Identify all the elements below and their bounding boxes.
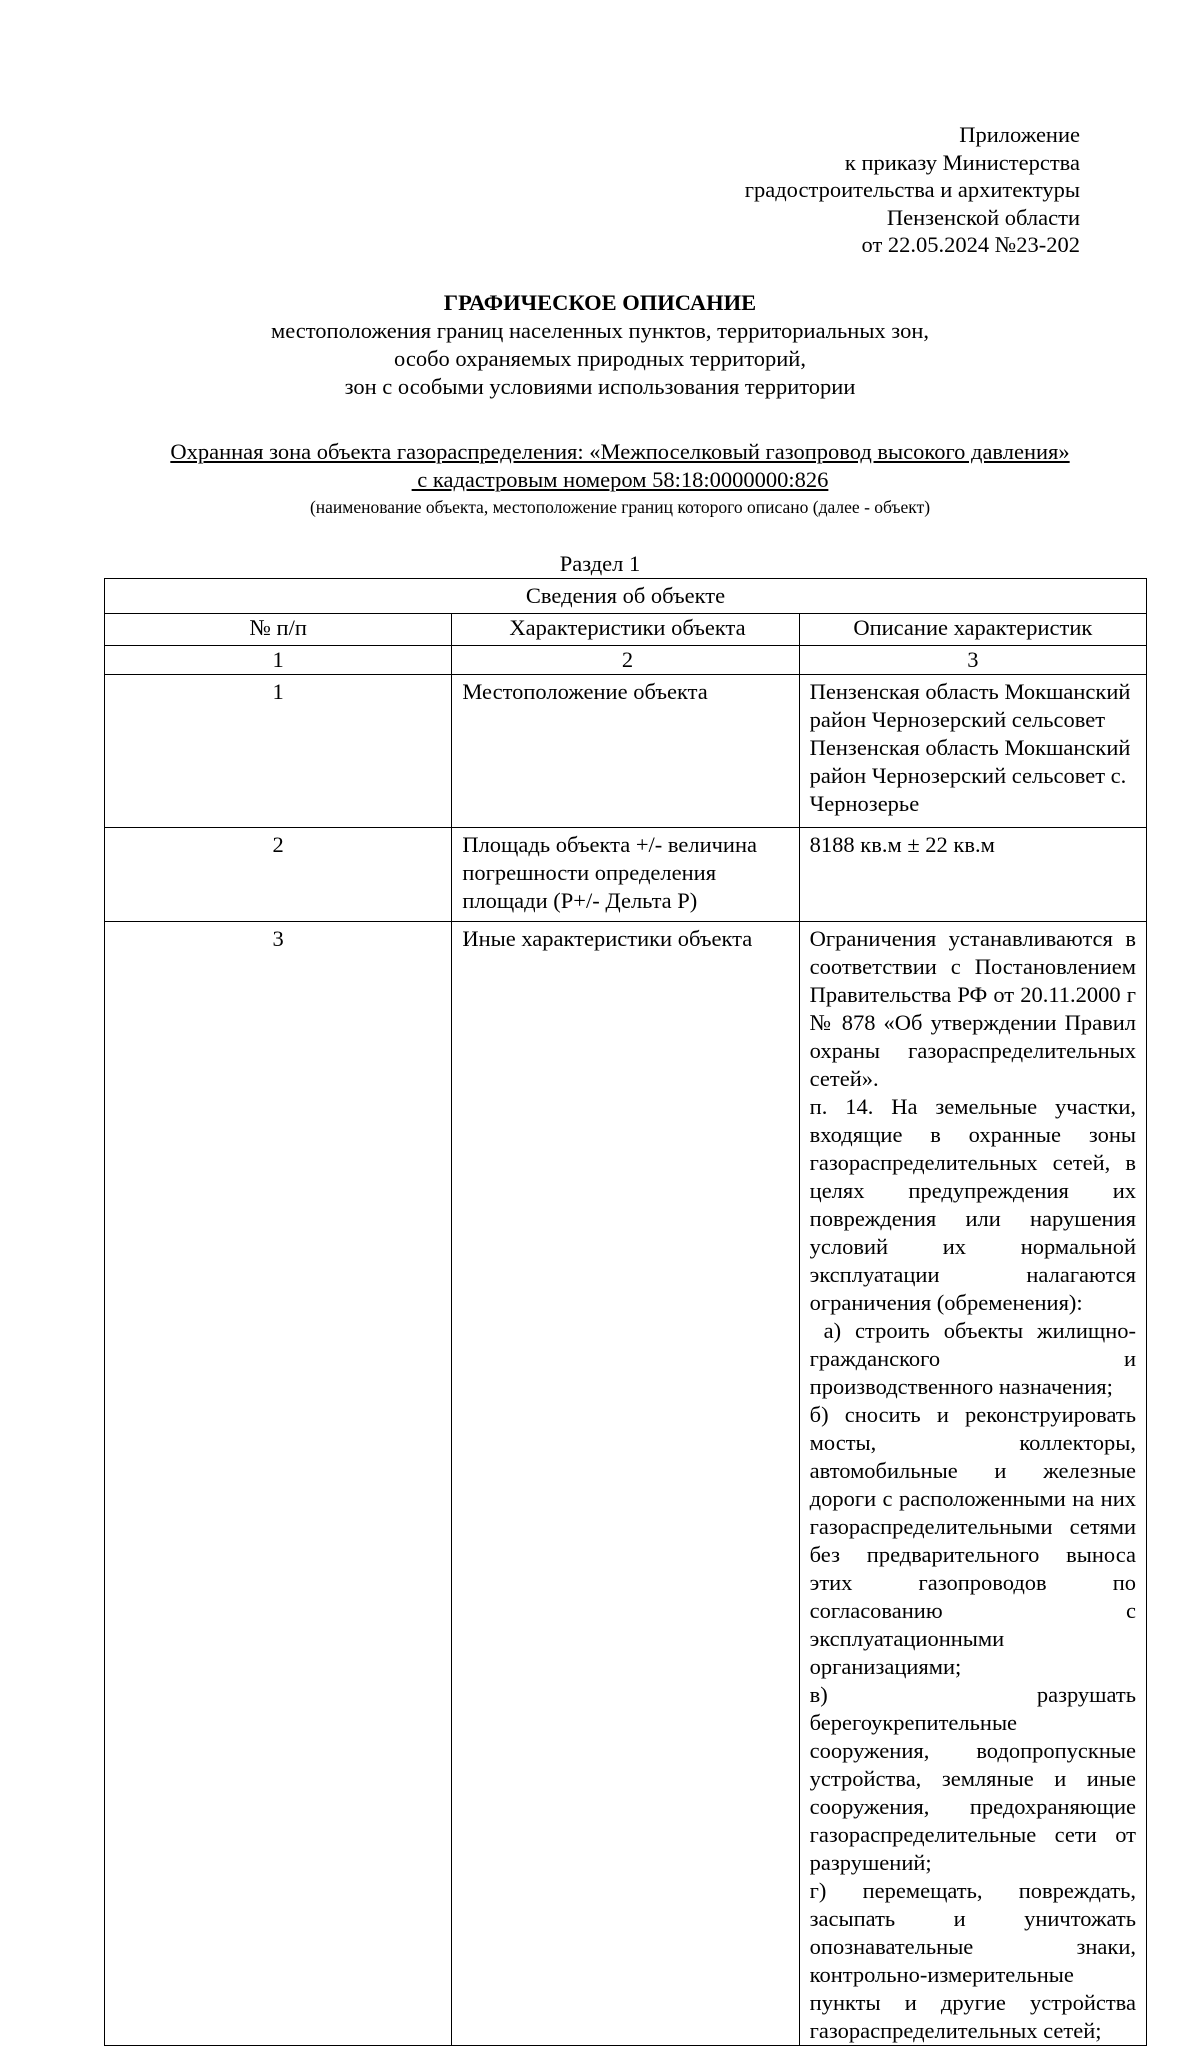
- appendix-line: градостроительства и архитектуры: [744, 177, 1080, 202]
- table-header-row: [105, 614, 1147, 646]
- column-number: 1: [105, 646, 452, 675]
- title-block: [0, 289, 1200, 401]
- section-label: Раздел 1: [559, 551, 641, 576]
- column-number: 3: [799, 646, 1146, 675]
- column-header-description: Описание характеристик: [799, 614, 1146, 646]
- column-header-characteristics: Характеристики объекта: [452, 614, 799, 646]
- row-number: 2: [105, 828, 452, 922]
- object-name-caption: (наименование объекта, местоположение границ которого описано (далее - объект): [309, 497, 931, 517]
- appendix-line: к приказу Министерства: [844, 149, 1080, 175]
- description-paragraph: г) перемещать, повреждать, засыпать и уничтожать опознавательные знаки, контрольно-измерительные пункты и другие устройства газораспределительных сетей;: [809, 1878, 1136, 2043]
- description-paragraph: в) разрушать берегоукрепительные сооружения, водопропускные устройства, земляные и иные сооружения, предохраняющие газораспределительные сети от разрушений;: [809, 1682, 1136, 1875]
- appendix-line: Пензенской области: [886, 204, 1080, 230]
- document-title: ГРАФИЧЕСКОЕ ОПИСАНИЕ: [443, 290, 757, 315]
- description-paragraph: 8188 кв.м ± 22 кв.м: [809, 832, 995, 857]
- table-row: [105, 922, 1147, 2046]
- title-subline: зон с особыми условиями использования территории: [344, 374, 856, 399]
- appendix-line: Приложение: [959, 122, 1080, 147]
- row-number: 1: [105, 675, 452, 828]
- appendix-order-date: от 22.05.2024 №23-202: [861, 232, 1080, 257]
- object-name-block: [100, 438, 1140, 520]
- row-description: [799, 828, 1146, 922]
- object-cadastral-number: с кадастровым номером 58:18:0000000:826: [411, 467, 829, 492]
- row-description: [799, 922, 1146, 2046]
- object-info-table: [104, 578, 1147, 2046]
- row-description: [799, 675, 1146, 828]
- row-characteristic: Иные характеристики объекта: [452, 922, 799, 2046]
- column-number: 2: [452, 646, 799, 675]
- description-paragraph: Пензенская область Мокшанский район Чернозерский сельсовет с. Чернозерье: [809, 735, 1131, 816]
- table-column-number-row: [105, 646, 1147, 675]
- table-title: Сведения об объекте: [105, 579, 1147, 614]
- title-subline: особо охраняемых природных территорий,: [394, 346, 806, 371]
- table-row: [105, 675, 1147, 828]
- row-characteristic: Местоположение объекта: [452, 675, 799, 828]
- table-title-row: [105, 579, 1147, 614]
- column-header-number: № п/п: [105, 614, 452, 646]
- object-name-line: Охранная зона объекта газораспределения: «Межпоселковый газопровод высокого давления»: [170, 439, 1070, 464]
- appendix-block: [745, 121, 1080, 259]
- description-paragraph: Ограничения устанавливаются в соответствии с Постановлением Правительства РФ от 20.11.2000 г № 878 «Об утверждении Правил охраны газораспределительных сетей».: [809, 926, 1136, 1091]
- description-paragraph: п. 14. На земельные участки, входящие в охранные зоны газораспределительных сетей, в целях предупреждения их повреждения или нарушения условий их нормальной эксплуатации налагаются ограничения (обременения):: [809, 1094, 1136, 1315]
- description-paragraph: б) сносить и реконструировать мосты, коллекторы, автомобильные и железные дороги с расположенными на них газораспределительными сетями без предварительного выноса этих газопроводов по согласованию с эксплуатационными организациями;: [809, 1402, 1136, 1679]
- title-subline: местоположения границ населенных пунктов, территориальных зон,: [271, 318, 929, 343]
- description-paragraph: Пензенская область Мокшанский район Чернозерский сельсовет: [809, 679, 1131, 732]
- description-paragraph: а) строить объекты жилищно-гражданского и производственного назначения;: [809, 1318, 1142, 1399]
- table-row: [105, 828, 1147, 922]
- row-number: 3: [105, 922, 452, 2046]
- row-characteristic: Площадь объекта +/- величина погрешности определения площади (P+/- Дельта P): [452, 828, 799, 922]
